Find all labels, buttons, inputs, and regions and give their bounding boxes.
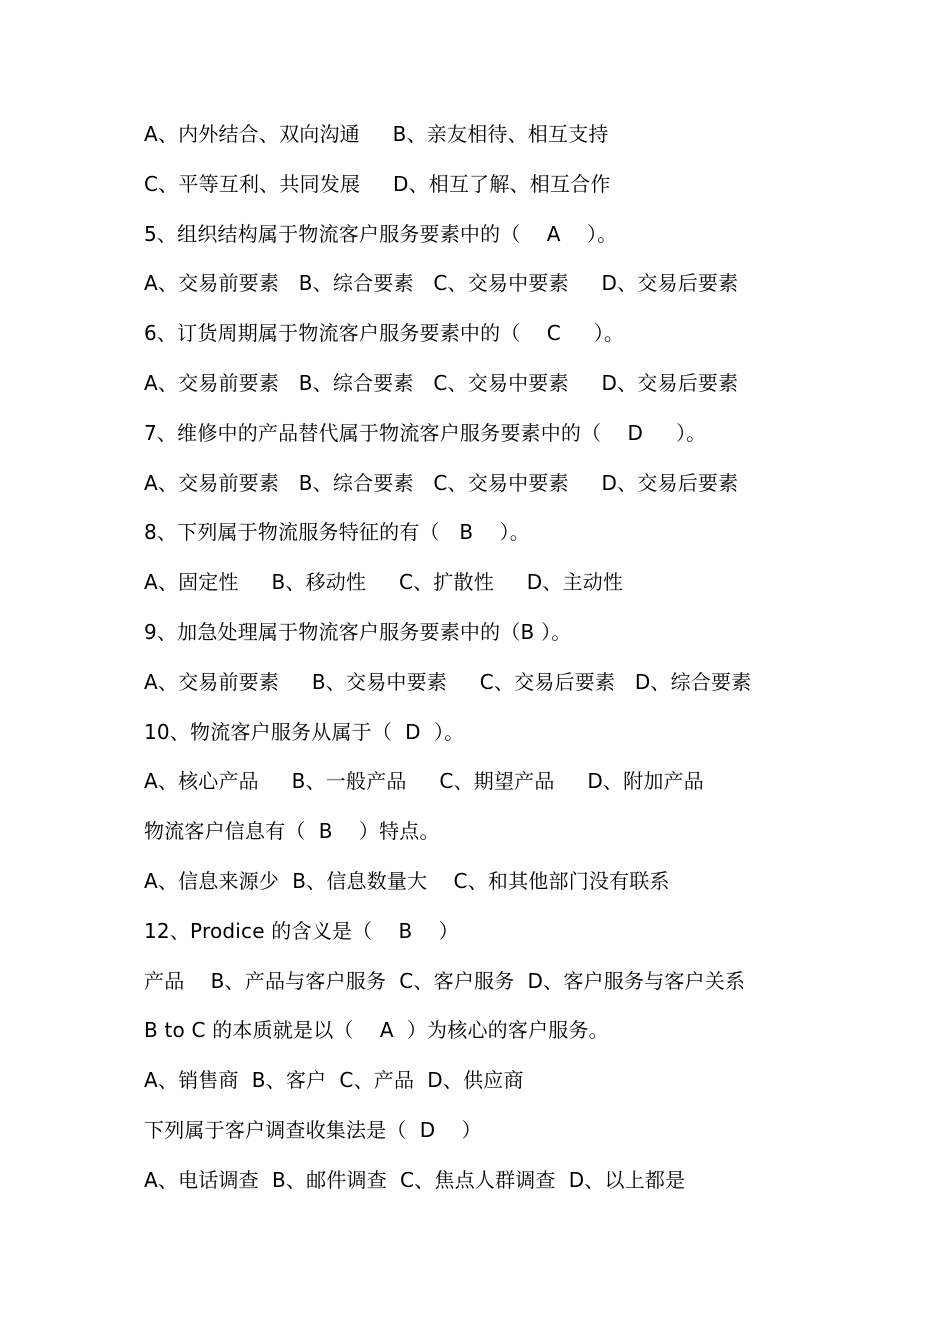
text-line-15: 物流客户信息有（ B ）特点。: [144, 819, 440, 844]
question-list: [144, 110, 844, 1206]
text-line-10: A、固定性 B、移动性 C、扩散性 D、主动性: [144, 570, 624, 595]
text-line-8: A、交易前要素 B、综合要素 C、交易中要素 D、交易后要素: [144, 470, 739, 495]
text-line-7: 7、维修中的产品替代属于物流客户服务要素中的（ D ）。: [144, 420, 707, 445]
text-line-18: 产品 B、产品与客户服务 C、客户服务 D、客户服务与客户关系: [144, 968, 746, 993]
text-line-14: A、核心产品 B、一般产品 C、期望产品 D、附加产品: [144, 769, 704, 794]
text-line-1: A、内外结合、双向沟通 B、亲友相待、相互支持: [144, 122, 609, 146]
text-line-9: 8、下列属于物流服务特征的有（ B ）。: [144, 520, 530, 545]
text-line-19: B to C 的本质就是以（ A ）为核心的客户服务。: [144, 1018, 609, 1043]
text-line-4: A、交易前要素 B、综合要素 C、交易中要素 D、交易后要素: [144, 271, 739, 296]
text-line-17: 12、Prodice 的含义是（ B ）: [144, 918, 459, 943]
text-line-6: A、交易前要素 B、综合要素 C、交易中要素 D、交易后要素: [144, 370, 739, 395]
text-line-20: A、销售商 B、客户 C、产品 D、供应商: [144, 1068, 524, 1093]
text-line-21: 下列属于客户调查收集法是（ D ）: [144, 1117, 482, 1142]
text-line-12: A、交易前要素 B、交易中要素 C、交易后要素 D、综合要素: [144, 669, 752, 694]
text-line-11: 9、加急处理属于物流客户服务要素中的（B ）。: [144, 619, 572, 644]
text-line-2: C、平等互利、共同发展 D、相互了解、相互合作: [144, 171, 611, 196]
text-line-13: 10、物流客户服务从属于（ D ）。: [144, 719, 465, 744]
text-line-5: 6、订货周期属于物流客户服务要素中的（ C ）。: [144, 321, 625, 346]
text-line-3: 5、组织结构属于物流客户服务要素中的（ A ）。: [144, 221, 618, 246]
text-line-22: A、电话调查 B、邮件调查 C、焦点人群调查 D、以上都是: [144, 1167, 686, 1192]
text-line-16: A、信息来源少 B、信息数量大 C、和其他部门没有联系: [144, 868, 670, 893]
